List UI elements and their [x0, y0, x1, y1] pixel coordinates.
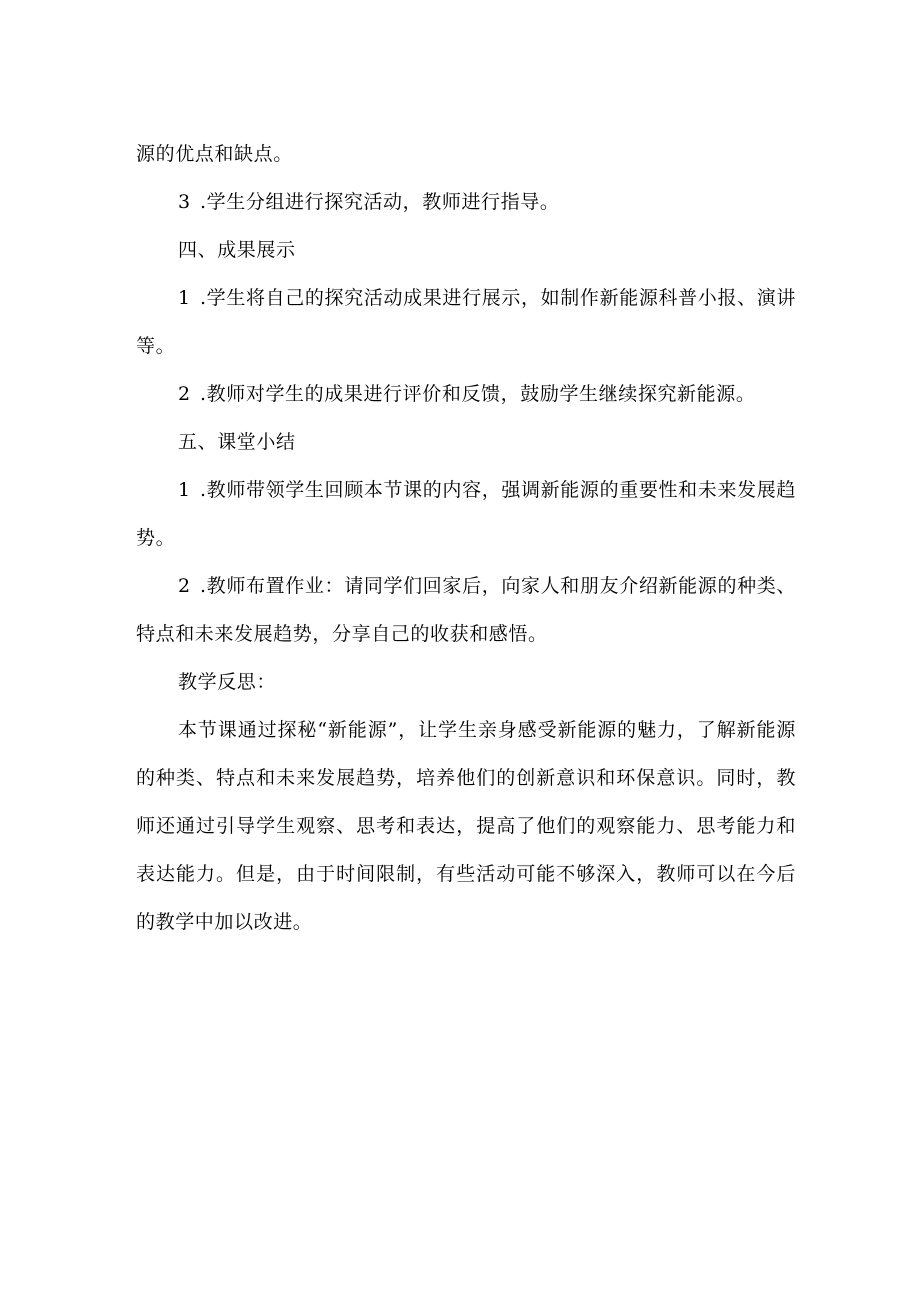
paragraph-continuation [136, 130, 796, 178]
paragraph-text: .学生将自己的探究活动成果进行展示，如制作新能源科普小报、演讲等。 [136, 287, 796, 357]
paragraph-reflection-body [136, 706, 796, 946]
paragraph-result-2 [136, 370, 796, 418]
document-body [136, 130, 796, 946]
section-heading-summary [136, 418, 796, 466]
heading-text: 四、成果展示 [178, 239, 296, 261]
paragraph-step-3 [136, 178, 796, 226]
heading-text: 五、课堂小结 [178, 431, 296, 453]
section-heading-results [136, 226, 796, 274]
paragraph-text: .学生分组进行探究活动，教师进行指导。 [200, 191, 560, 213]
list-number: 1 [178, 479, 191, 501]
paragraph-summary-2 [136, 562, 796, 658]
paragraph-summary-1 [136, 466, 796, 562]
heading-text: 教学反思： [178, 671, 277, 693]
list-number: 2 [178, 383, 191, 405]
paragraph-text: 源的优点和缺点。 [136, 143, 293, 165]
paragraph-text: .教师带领学生回顾本节课的内容，强调新能源的重要性和未来发展趋势。 [136, 479, 796, 549]
paragraph-result-1 [136, 274, 796, 370]
paragraph-text: 本节课通过探秘“新能源”，让学生亲身感受新能源的魅力，了解新能源的种类、特点和未来发展趋势，培养他们的创新意识和环保意识。同时，教师还通过引导学生观察、思考和表达，提高了他们的观察能力、思考能力和表达能力。但是，由于时间限制，有些活动可能不够深入，教师可以在今后的教学中加以改进。 [136, 719, 796, 933]
list-number: 1 [178, 287, 191, 309]
list-number: 2 [178, 575, 191, 597]
paragraph-text: .教师布置作业：请同学们回家后，向家人和朋友介绍新能源的种类、特点和未来发展趋势，分享自己的收获和感悟。 [136, 575, 796, 645]
reflection-heading [136, 658, 796, 706]
paragraph-text: .教师对学生的成果进行评价和反馈，鼓励学生继续探究新能源。 [200, 383, 756, 405]
list-number: 3 [178, 191, 191, 213]
